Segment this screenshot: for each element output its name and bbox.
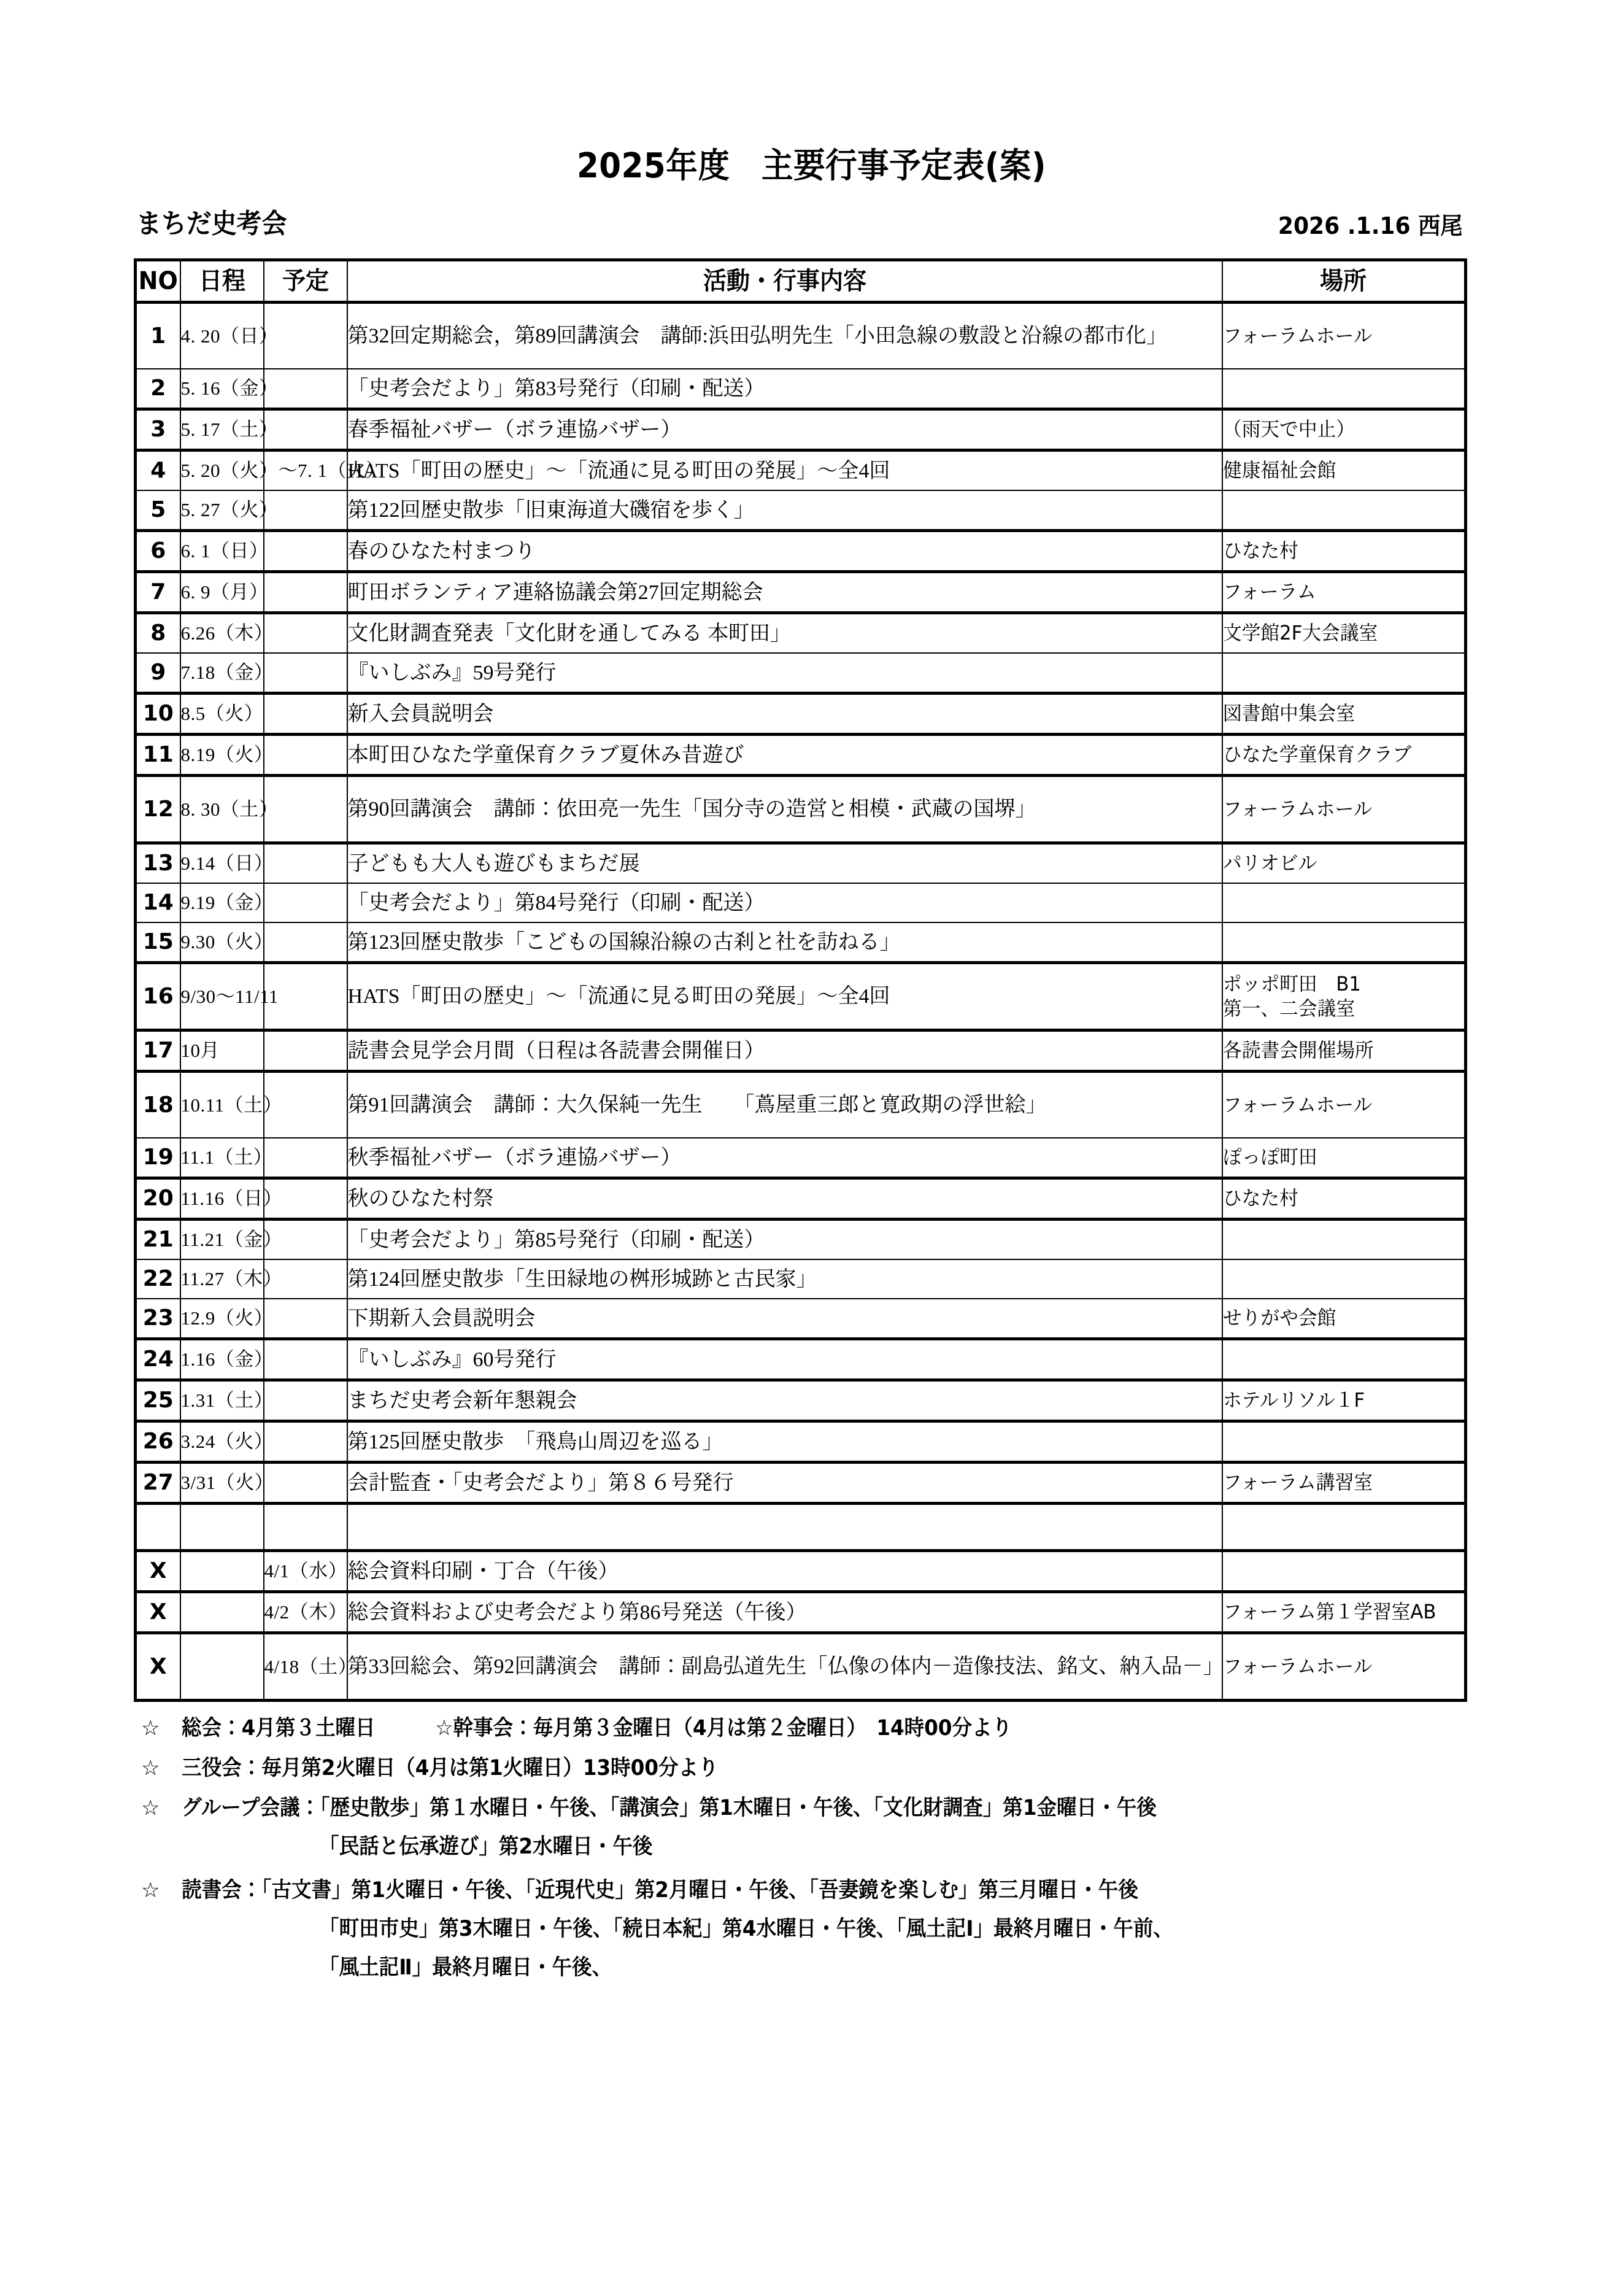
- cell-no: 7: [136, 572, 180, 613]
- cell-date: 4. 20（日）: [180, 303, 264, 369]
- cell-plan: [264, 922, 347, 963]
- column-header-place: [1222, 260, 1466, 303]
- cell-date: 11.27（木）: [180, 1259, 264, 1299]
- cell-date: 10月: [180, 1030, 264, 1072]
- cell-plan: [264, 531, 347, 572]
- table-row: [136, 1178, 1466, 1220]
- cell-no: 15: [136, 922, 180, 963]
- cell-activity: 第91回講演会 講師：大久保純一先生 「蔦屋重三郎と寛政期の浮世絵」: [347, 1072, 1222, 1138]
- cell-plan: [264, 735, 347, 776]
- cell-place: [1222, 1072, 1466, 1138]
- column-header-activity-label: 活動・行事内容: [703, 267, 866, 295]
- table-row: [136, 1504, 1466, 1551]
- cell-place: [1222, 653, 1466, 694]
- cell-activity: まちだ史考会新年懇親会: [347, 1380, 1222, 1421]
- cell-place: [1222, 1259, 1466, 1299]
- cell-place-text: フォーラム講習室: [1222, 1471, 1373, 1494]
- column-header-date-label: 日程: [198, 267, 245, 295]
- cell-place: [1222, 1592, 1466, 1633]
- cell-activity: 文化財調査発表「文化財を通してみる 本町田」: [347, 613, 1222, 654]
- cell-place: [1222, 1178, 1466, 1220]
- table-row: [136, 1339, 1466, 1380]
- cell-activity: 第32回定期総会，第89回講演会 講師:浜田弘明先生「小田急線の敷設と沿線の都市化」: [347, 303, 1222, 369]
- column-header-date: [180, 260, 264, 303]
- note-text: 総会：4月第３土曜日 ☆幹事会：毎月第３金曜日（4月は第２金曜日） 14時00分より: [182, 1716, 1012, 1741]
- cell-place: [1222, 1633, 1466, 1701]
- cell-place: [1222, 303, 1466, 369]
- table-row: [136, 735, 1466, 776]
- cell-place: [1222, 1551, 1466, 1592]
- table-row: [136, 369, 1466, 409]
- note-item: [0, 1880, 1623, 1979]
- cell-place-text: 各読書会開催場所: [1222, 1038, 1374, 1062]
- organization-name: まちだ史考会: [136, 208, 287, 239]
- cell-activity: 第125回歴史散歩 「飛鳥山周辺を巡る」: [347, 1421, 1222, 1463]
- cell-no: 22: [136, 1259, 180, 1299]
- note-text: 三役会：毎月第2火曜日（4月は第1火曜日）13時00分より: [182, 1756, 719, 1780]
- cell-no: 16: [136, 963, 180, 1030]
- cell-place-text: フォーラム: [1222, 580, 1316, 604]
- note-item: [0, 1798, 1623, 1858]
- note-item: [0, 1758, 1623, 1779]
- cell-no: 6: [136, 531, 180, 572]
- cell-place: [1222, 1421, 1466, 1463]
- table-row: [136, 922, 1466, 963]
- cell-plan: [264, 1380, 347, 1421]
- table-row: [136, 653, 1466, 694]
- footer-notes: [0, 1718, 1623, 1979]
- note-item: [0, 1718, 1623, 1739]
- table-row: [136, 1592, 1466, 1633]
- cell-no: 24: [136, 1339, 180, 1380]
- cell-date: 11.21（金）: [180, 1220, 264, 1260]
- cell-no: 3: [136, 409, 180, 450]
- cell-activity: 第33回総会、第92回講演会 講師：副島弘道先生「仏像の体内－造像技法、銘文、納入品－」: [347, 1633, 1222, 1701]
- column-header-plan-label: 予定: [282, 267, 329, 295]
- cell-no: 8: [136, 613, 180, 654]
- cell-place: [1222, 1339, 1466, 1380]
- note-continuation-text: 「町田市史」第3木曜日・午後、「続日本紀」第4水曜日・午後、「風土記Ⅰ」最終月曜日・午前、: [319, 1917, 1173, 1941]
- cell-activity: HATS「町田の歴史」～「流通に見る町田の発展」～全4回: [347, 963, 1222, 1030]
- cell-date: 1.16（金）: [180, 1339, 264, 1380]
- cell-date: 9.30（火）: [180, 922, 264, 963]
- cell-date: 3.24（火）: [180, 1421, 264, 1463]
- cell-plan: [264, 653, 347, 694]
- cell-place-text: フォーラムホール: [1222, 1654, 1372, 1678]
- cell-place: [1222, 735, 1466, 776]
- cell-date: 6. 9（月）: [180, 572, 264, 613]
- table-row: [136, 1463, 1466, 1504]
- cell-plan: [264, 1504, 347, 1551]
- cell-activity: 秋季福祉バザー（ボラ連協バザー）: [347, 1138, 1222, 1178]
- table-row: [136, 1220, 1466, 1260]
- star-icon: ☆: [141, 1716, 160, 1741]
- cell-activity: 春のひなた村まつり: [347, 531, 1222, 572]
- note-text: グループ会議：「歴史散歩」第１水曜日・午後、「講演会」第1木曜日・午後、「文化財調査」第1金曜日・午後: [182, 1796, 1157, 1820]
- table-row: [136, 409, 1466, 450]
- cell-date-text: 5. 20（火）～7. 1（火）: [180, 460, 385, 482]
- cell-place: [1222, 883, 1466, 922]
- document-date-author: 2026 .1.16 西尾: [1278, 212, 1462, 239]
- cell-no: 14: [136, 883, 180, 922]
- table-row: [136, 572, 1466, 613]
- cell-no: 20: [136, 1178, 180, 1220]
- cell-no: 4: [136, 450, 180, 491]
- cell-date: 8.19（火）: [180, 735, 264, 776]
- cell-place-text: ひなた村: [1222, 539, 1298, 563]
- cell-activity: 総会資料印刷・丁合（午後）: [347, 1551, 1222, 1592]
- cell-date: 7.18（金）: [180, 653, 264, 694]
- cell-plan: [264, 1339, 347, 1380]
- cell-place: [1222, 963, 1466, 1030]
- cell-no: 5: [136, 490, 180, 531]
- schedule-table-body: [136, 303, 1466, 1701]
- cell-place-text: 健康福祉会館: [1222, 458, 1336, 482]
- cell-activity: 子どもも大人も遊びもまちだ展: [347, 843, 1222, 884]
- cell-place-text: フォーラム第１学習室AB: [1222, 1600, 1436, 1624]
- cell-date: [180, 1592, 264, 1633]
- cell-date: 9/30～11/11: [180, 963, 264, 1030]
- cell-activity: 『いしぶみ』60号発行: [347, 1339, 1222, 1380]
- cell-plan: 4/18（土）: [264, 1633, 347, 1701]
- cell-date: 8. 30（土）: [180, 776, 264, 843]
- cell-activity: 読書会見学会月間（日程は各読書会開催日）: [347, 1030, 1222, 1072]
- column-header-activity: [347, 260, 1222, 303]
- cell-plan: [264, 883, 347, 922]
- cell-date: 5. 16（金）: [180, 369, 264, 409]
- cell-activity: 下期新入会員説明会: [347, 1299, 1222, 1339]
- table-row: [136, 843, 1466, 884]
- star-icon: ☆: [141, 1796, 160, 1820]
- table-row: [136, 303, 1466, 369]
- cell-plan: [264, 1138, 347, 1178]
- cell-place: [1222, 1463, 1466, 1504]
- star-icon: ☆: [141, 1756, 160, 1780]
- cell-plan: [264, 1421, 347, 1463]
- page-title: 2025年度 主要行事予定表(案): [576, 146, 1047, 186]
- note-continuation-text: 「民話と伝承遊び」第2水曜日・午後: [319, 1834, 653, 1859]
- column-header-no: [136, 260, 180, 303]
- cell-no: 23: [136, 1299, 180, 1339]
- cell-place: [1222, 1380, 1466, 1421]
- cell-no: 11: [136, 735, 180, 776]
- cell-date: 10.11（土）: [180, 1072, 264, 1138]
- document-subheader: [0, 208, 1623, 247]
- cell-place-text: フォーラムホール: [1222, 1092, 1372, 1116]
- cell-date: [180, 1504, 264, 1551]
- cell-no: 12: [136, 776, 180, 843]
- cell-place: [1222, 531, 1466, 572]
- cell-activity: [347, 1504, 1222, 1551]
- cell-date: 5. 17（土）: [180, 409, 264, 450]
- cell-date: 5. 27（火）: [180, 490, 264, 531]
- cell-activity: 新入会員説明会: [347, 694, 1222, 735]
- cell-no: 17: [136, 1030, 180, 1072]
- cell-no: 19: [136, 1138, 180, 1178]
- table-row: [136, 1380, 1466, 1421]
- cell-place: [1222, 1299, 1466, 1339]
- cell-plan: [264, 613, 347, 654]
- column-header-no-label: NO: [138, 267, 178, 295]
- cell-activity: 第123回歴史散歩「こどもの国線沿線の古刹と社を訪ねる」: [347, 922, 1222, 963]
- cell-date: [180, 450, 385, 491]
- cell-activity: 第122回歴史散歩「旧東海道大磯宿を歩く」: [347, 490, 1222, 531]
- cell-activity: 総会資料および史考会だより第86号発送（午後）: [347, 1592, 1222, 1633]
- cell-plan: [264, 1030, 347, 1072]
- cell-activity: HATS「町田の歴史」～「流通に見る町田の発展」～全4回: [347, 450, 1222, 491]
- cell-activity: 春季福祉バザー（ボラ連協バザー）: [347, 409, 1222, 450]
- cell-place: [1222, 694, 1466, 735]
- table-row: [136, 1421, 1466, 1463]
- cell-date: 11.16（日）: [180, 1178, 264, 1220]
- table-row: [136, 531, 1466, 572]
- cell-activity: 「史考会だより」第85号発行（印刷・配送）: [347, 1220, 1222, 1260]
- cell-place-text: フォーラムホール: [1222, 797, 1372, 821]
- cell-activity: 本町田ひなた学童保育クラブ夏休み昔遊び: [347, 735, 1222, 776]
- cell-plan: [264, 843, 347, 884]
- cell-place: [1222, 1220, 1466, 1260]
- cell-date: 6. 1（日）: [180, 531, 264, 572]
- cell-place: [1222, 1138, 1466, 1178]
- cell-date: 9.19（金）: [180, 883, 264, 922]
- note-continuation-text: 「風土記Ⅱ」最終月曜日・午後、: [319, 1955, 612, 1980]
- cell-no: 2: [136, 369, 180, 409]
- cell-date: 6.26（木）: [180, 613, 264, 654]
- table-row: [136, 963, 1466, 1030]
- table-row: [136, 1551, 1466, 1592]
- cell-activity: 会計監査・「史考会だより」第８６号発行: [347, 1463, 1222, 1504]
- column-header-plan: [264, 260, 347, 303]
- schedule-table: [134, 258, 1467, 1702]
- cell-place: [1222, 922, 1466, 963]
- cell-no: 13: [136, 843, 180, 884]
- table-row: [136, 694, 1466, 735]
- cell-place-text: パリオビル: [1222, 851, 1317, 875]
- cell-plan: 4/2（木）: [264, 1592, 347, 1633]
- cell-place-text: ホテルリソル１F: [1222, 1388, 1365, 1412]
- cell-place-text: ポッポ町田 B1 第一、二会議室: [1222, 972, 1361, 1020]
- cell-place: [1222, 409, 1466, 450]
- cell-place: [1222, 1030, 1466, 1072]
- cell-activity: 秋のひなた村祭: [347, 1178, 1222, 1220]
- cell-date: 3/31（火）: [180, 1463, 264, 1504]
- table-row: [136, 776, 1466, 843]
- cell-plan: [264, 1299, 347, 1339]
- schedule-table-container: [134, 258, 1464, 1702]
- cell-no: X: [136, 1592, 180, 1633]
- cell-date: [180, 1551, 264, 1592]
- cell-activity: 「史考会だより」第84号発行（印刷・配送）: [347, 883, 1222, 922]
- cell-date: 1.31（土）: [180, 1380, 264, 1421]
- cell-no: 26: [136, 1421, 180, 1463]
- note-text: 読書会：「古文書」第1火曜日・午後、「近現代史」第2月曜日・午後、「吾妻鏡を楽しむ」第三月曜日・午後: [182, 1878, 1138, 1903]
- cell-place-text: （雨天で中止）: [1222, 417, 1355, 441]
- cell-no: 25: [136, 1380, 180, 1421]
- cell-place: [1222, 843, 1466, 884]
- cell-place: [1222, 369, 1466, 409]
- cell-no: 18: [136, 1072, 180, 1138]
- table-row: [136, 1138, 1466, 1178]
- cell-place-text: ぽっぽ町田: [1222, 1145, 1317, 1169]
- cell-no: 21: [136, 1220, 180, 1260]
- cell-place: [1222, 613, 1466, 654]
- cell-date: 12.9（火）: [180, 1299, 264, 1339]
- cell-no: [136, 1504, 180, 1551]
- cell-date: 11.1（土）: [180, 1138, 264, 1178]
- star-icon: ☆: [141, 1878, 160, 1903]
- cell-activity: 第90回講演会 講師：依田亮一先生「国分寺の造営と相模・武蔵の国堺」: [347, 776, 1222, 843]
- cell-date: 9.14（日）: [180, 843, 264, 884]
- cell-place: [1222, 1504, 1466, 1551]
- table-row: [136, 1299, 1466, 1339]
- cell-plan: [264, 1463, 347, 1504]
- cell-place: [1222, 450, 1466, 491]
- cell-place: [1222, 490, 1466, 531]
- table-row: [136, 490, 1466, 531]
- table-row: [136, 883, 1466, 922]
- table-header-row: [136, 260, 1466, 303]
- cell-place-text: せりがや会館: [1222, 1306, 1336, 1330]
- cell-place-text: フォーラムホール: [1222, 323, 1372, 347]
- cell-no: 10: [136, 694, 180, 735]
- cell-date: 8.5（火）: [180, 694, 264, 735]
- table-row: [136, 1633, 1466, 1701]
- cell-no: 9: [136, 653, 180, 694]
- cell-no: 27: [136, 1463, 180, 1504]
- cell-date: [180, 1633, 264, 1701]
- cell-no: X: [136, 1633, 180, 1701]
- cell-place-text: 図書館中集会室: [1222, 702, 1355, 725]
- table-row: [136, 613, 1466, 654]
- cell-plan: [264, 572, 347, 613]
- table-row: [136, 450, 1466, 491]
- cell-no: 1: [136, 303, 180, 369]
- cell-activity: 「史考会だより」第83号発行（印刷・配送）: [347, 369, 1222, 409]
- cell-place: [1222, 572, 1466, 613]
- table-row: [136, 1072, 1466, 1138]
- cell-plan: [264, 694, 347, 735]
- cell-place-text: 文学館2F大会議室: [1222, 621, 1378, 645]
- cell-place: [1222, 776, 1466, 843]
- table-row: [136, 1030, 1466, 1072]
- cell-plan: 4/1（水）: [264, 1551, 347, 1592]
- cell-place-text: ひなた学童保育クラブ: [1222, 743, 1411, 767]
- cell-activity: 『いしぶみ』59号発行: [347, 653, 1222, 694]
- table-row: [136, 1259, 1466, 1299]
- column-header-place-label: 場所: [1320, 267, 1367, 295]
- cell-place-text: ひなた村: [1222, 1186, 1298, 1210]
- cell-activity: 第124回歴史散歩「生田緑地の桝形城跡と古民家」: [347, 1259, 1222, 1299]
- cell-activity: 町田ボランティア連絡協議会第27回定期総会: [347, 572, 1222, 613]
- cell-no: X: [136, 1551, 180, 1592]
